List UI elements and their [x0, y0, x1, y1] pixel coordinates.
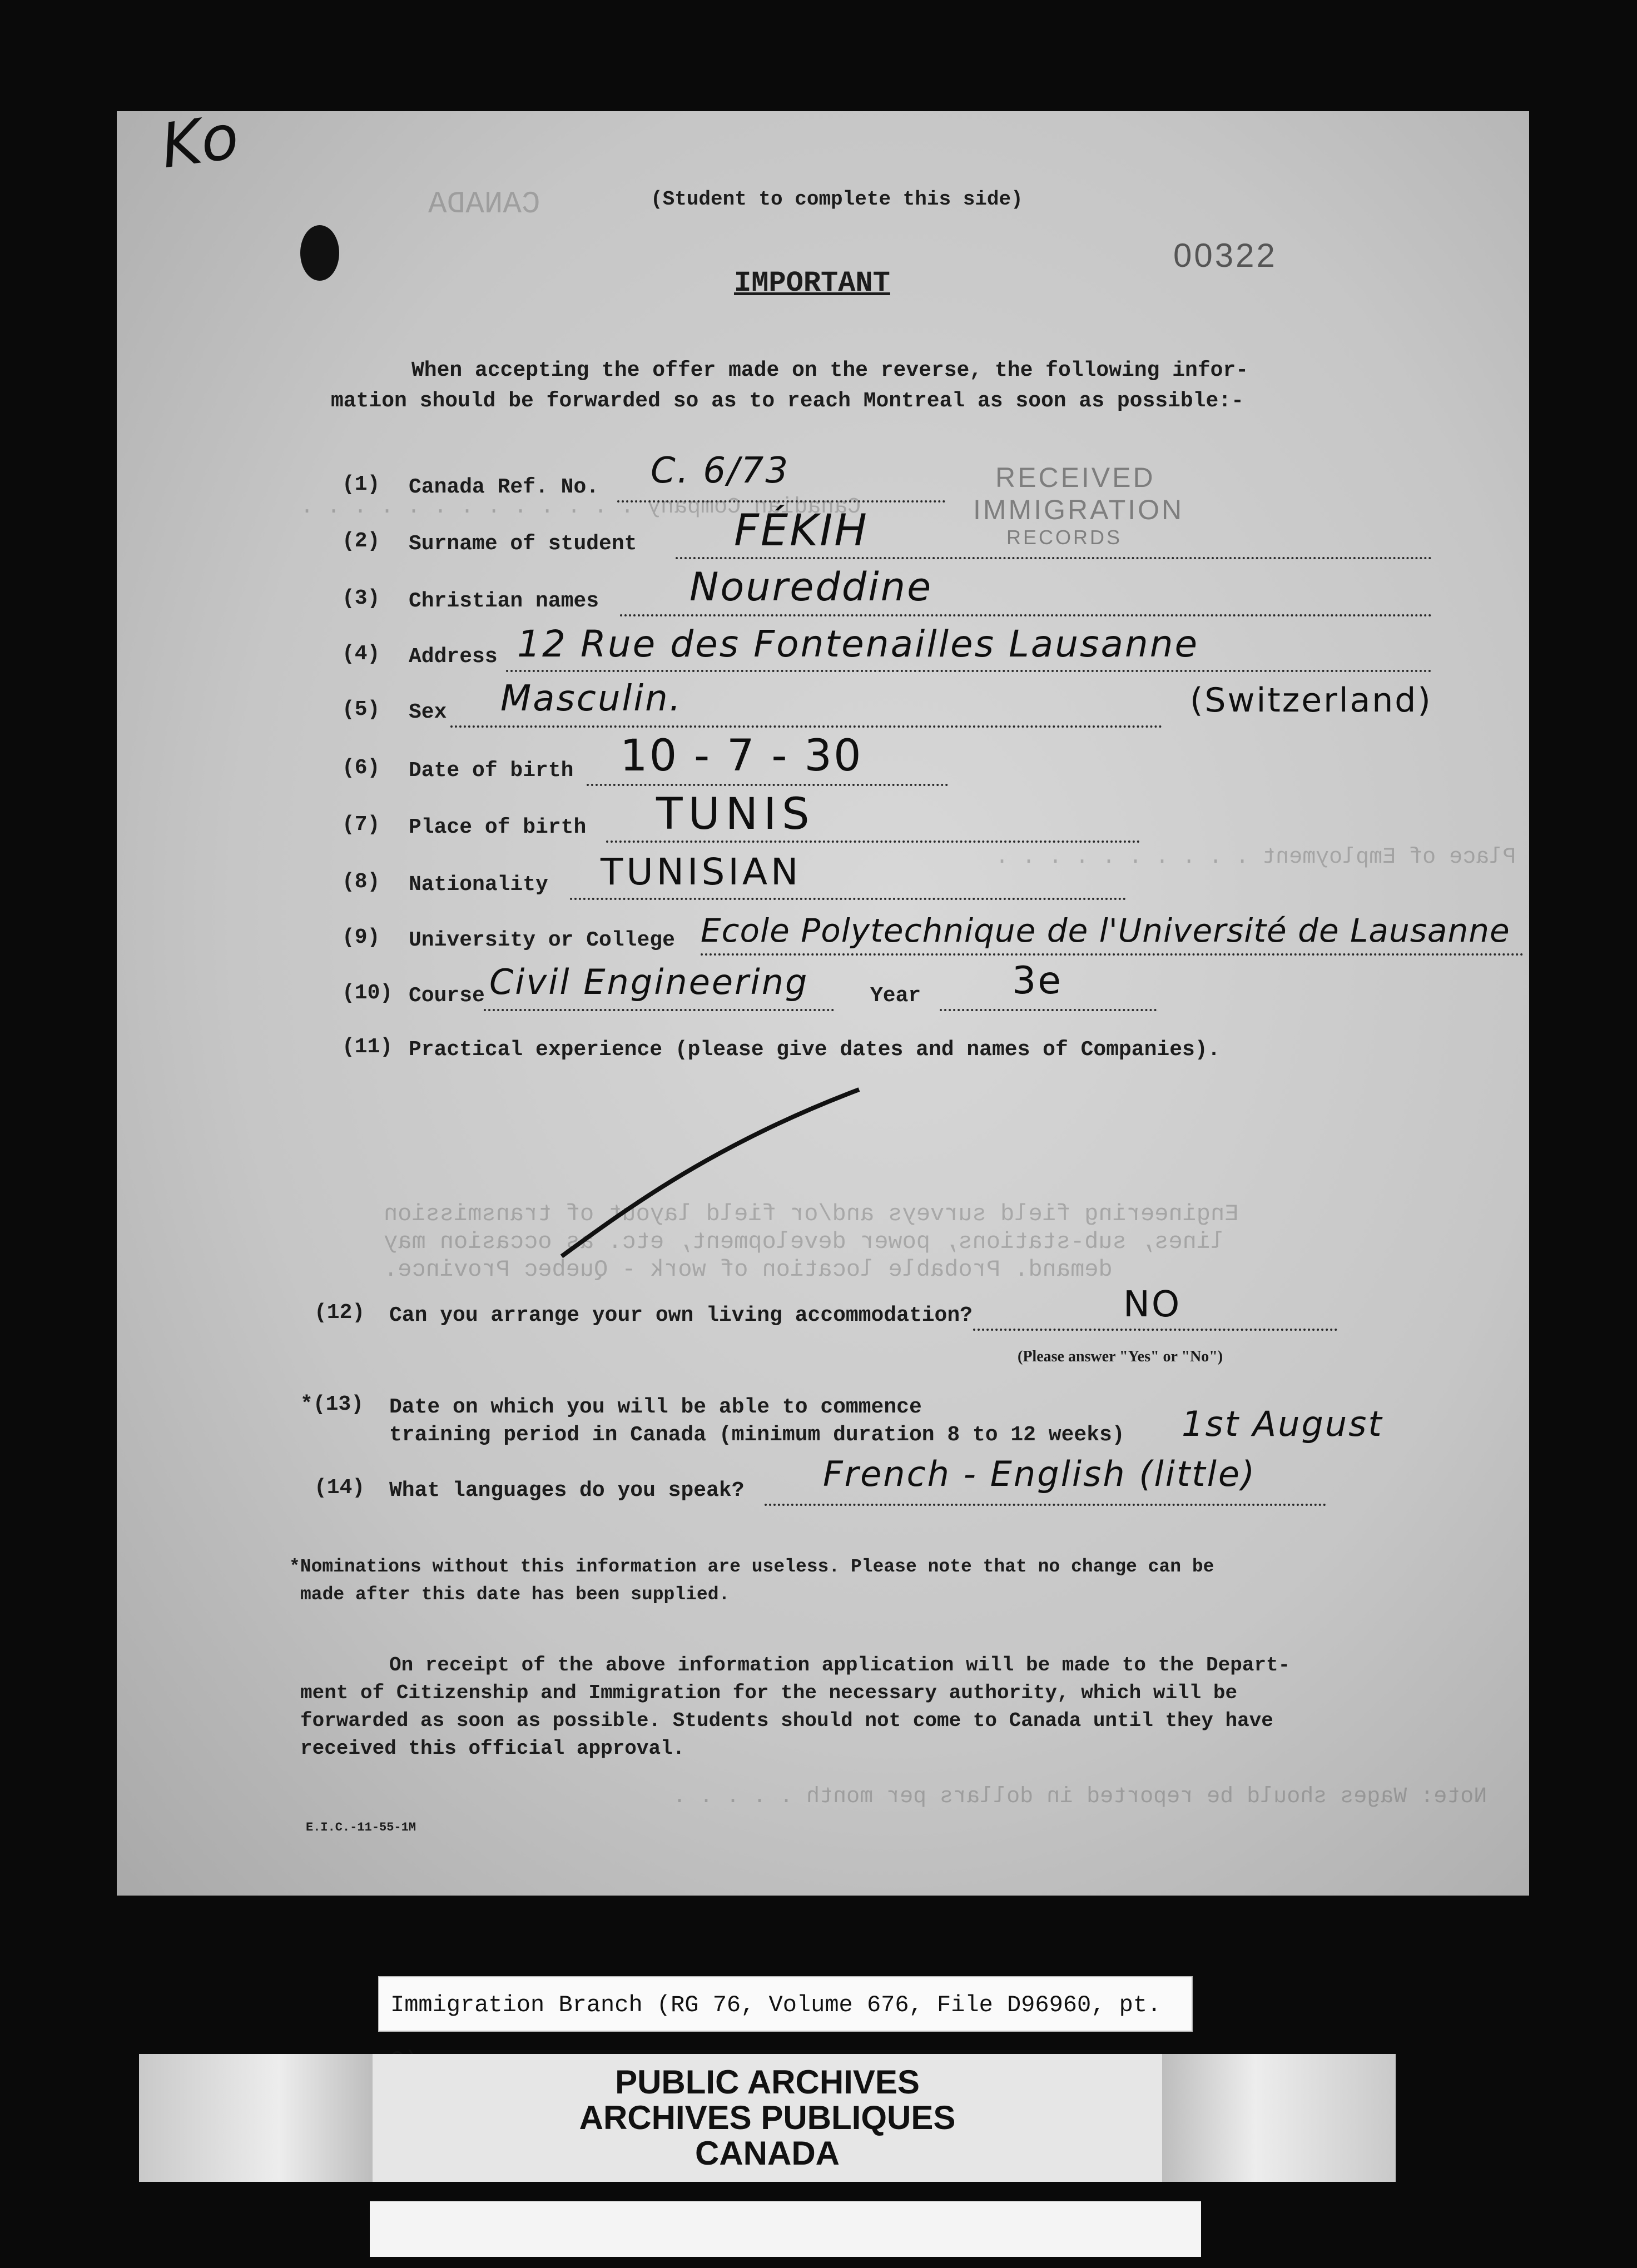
receipt-line: forwarded as soon as possible. Students should not come to Canada until they have [300, 1709, 1273, 1732]
field-label: Date of birth [409, 759, 574, 783]
year-value: 3e [1012, 959, 1063, 1003]
document-sheet [117, 100, 1529, 1896]
bleed-through-text: Note: Wages should be reported in dollars per month . . . . . [673, 1784, 1487, 1809]
field-number: (12) [314, 1301, 365, 1325]
field-line [587, 784, 948, 786]
intro-line: When accepting the offer made on the reverse, the following infor- [411, 359, 1249, 382]
answer-hint: (Please answer "Yes" or "No") [1018, 1348, 1223, 1365]
field-label: Surname of student [409, 532, 637, 556]
field-number: (2) [342, 529, 380, 553]
corner-handwriting: Ko [156, 100, 245, 182]
bottom-strip [370, 2201, 1201, 2257]
field-number: (10) [342, 981, 393, 1005]
christian-names-value: Noureddine [689, 564, 933, 610]
surname-value: FÉKIH [734, 506, 869, 556]
sex-value: Masculin. [500, 678, 682, 719]
field-label: Place of birth [409, 815, 587, 839]
accommodation-value: NO [1123, 1284, 1182, 1325]
form-code: E.I.C.-11-55-1M [306, 1821, 416, 1834]
field-line [450, 725, 1162, 728]
receipt-line: received this official approval. [300, 1737, 685, 1760]
field-number: (5) [342, 698, 380, 722]
field-line [570, 898, 1126, 900]
start-date-value: 1st August [1182, 1404, 1383, 1444]
field-line [765, 1504, 1326, 1506]
field-number: *(13) [300, 1392, 364, 1416]
field-label: What languages do you speak? [389, 1479, 745, 1503]
bleed-through-text: Engineering field surveys and/or field layout of transmission [384, 1201, 1239, 1227]
field-label: Address [409, 645, 498, 669]
course-value: Civil Engineering [489, 962, 809, 1002]
field-line [484, 1009, 834, 1011]
document-number: 00322 [1173, 237, 1277, 274]
page-title: IMPORTANT [734, 267, 890, 300]
field-label: Can you arrange your own living accommodation? [389, 1304, 973, 1327]
archives-line: PUBLIC ARCHIVES [615, 2063, 920, 2101]
bleed-through-text: CANADA [428, 186, 540, 222]
field-number: (14) [314, 1476, 365, 1500]
archive-reference-label: Immigration Branch (RG 76, Volume 676, File D96960, pt. [378, 1976, 1193, 2032]
stamp-line: RECORDS [1006, 526, 1123, 549]
field-line [701, 953, 1524, 956]
field-number: (11) [342, 1035, 393, 1059]
field-line [940, 1009, 1157, 1011]
archives-line: ARCHIVES PUBLIQUES [579, 2099, 956, 2136]
intro-line: mation should be forwarded so as to reach Montreal as soon as possible:- [331, 389, 1244, 413]
field-line [676, 557, 1432, 559]
field-number: (6) [342, 756, 380, 780]
field-label: Sex [409, 700, 447, 724]
field-line [606, 840, 1140, 843]
field-line [973, 1329, 1337, 1331]
place-of-birth-value: TUNIS [656, 789, 815, 839]
archives-band [139, 2054, 1396, 2182]
field-number: (1) [342, 472, 380, 496]
received-stamp [973, 461, 1184, 549]
bleed-through-text: Place of Employment . . . . . . . . . . [995, 845, 1516, 870]
field-number: (8) [342, 870, 380, 894]
field-label: Course [409, 984, 485, 1008]
field-label: Christian names [409, 589, 599, 613]
field-line [617, 500, 945, 503]
receipt-line: ment of Citizenship and Immigration for the necessary authority, which will be [300, 1682, 1238, 1704]
field-line [620, 614, 1432, 616]
footnote-line: made after this date has been supplied. [300, 1584, 730, 1605]
field-number: (3) [342, 586, 380, 610]
languages-value: French - English (little) [823, 1454, 1257, 1494]
ink-blot [300, 225, 339, 281]
strike-through-line [556, 1078, 867, 1262]
field-label: Practical experience (please give dates and names of Companies). [409, 1038, 1221, 1062]
archives-line: CANADA [695, 2135, 840, 2172]
stamp-line: IMMIGRATION [973, 494, 1184, 525]
bleed-through-text: demand. Probable location of work - Quebec Province. [384, 1256, 1113, 1283]
field-number: (9) [342, 926, 380, 949]
nationality-value: TUNISIAN [601, 850, 802, 893]
university-value: Ecole Polytechnique de l'Université de Lausanne [701, 912, 1510, 949]
date-of-birth-value: 10 - 7 - 30 [620, 731, 863, 781]
year-label: Year [870, 984, 921, 1008]
canada-ref-value: C. 6/73 [651, 450, 790, 491]
address-value: 12 Rue des Fontenailles Lausanne [517, 623, 1199, 665]
address-country: (Switzerland) [1190, 681, 1432, 720]
field-line [506, 670, 1432, 672]
band-edge [139, 2054, 373, 2182]
receipt-line: On receipt of the above information application will be made to the Depart- [389, 1654, 1291, 1677]
student-note: (Student to complete this side) [651, 188, 1023, 211]
field-number: (7) [342, 813, 380, 837]
band-edge [1162, 2054, 1396, 2182]
field-number: (4) [342, 642, 380, 666]
field-label: Nationality [409, 873, 548, 897]
field-label: University or College [409, 928, 675, 952]
field-label: training period in Canada (minimum duration 8 to 12 weeks) [389, 1423, 1125, 1447]
field-label: Canada Ref. No. [409, 475, 599, 499]
bleed-through-text: Canadian Company . . . . . . . . . . . . . [300, 495, 861, 520]
footnote-line: *Nominations without this information are useless. Please note that no change can be [289, 1556, 1214, 1577]
archives-stamp [462, 2054, 1073, 2182]
stamp-line: RECEIVED [995, 462, 1155, 493]
field-label: Date on which you will be able to commence [389, 1395, 922, 1419]
bleed-through-text: lines, sub-stations, power development, etc. as occasion may [384, 1228, 1225, 1255]
